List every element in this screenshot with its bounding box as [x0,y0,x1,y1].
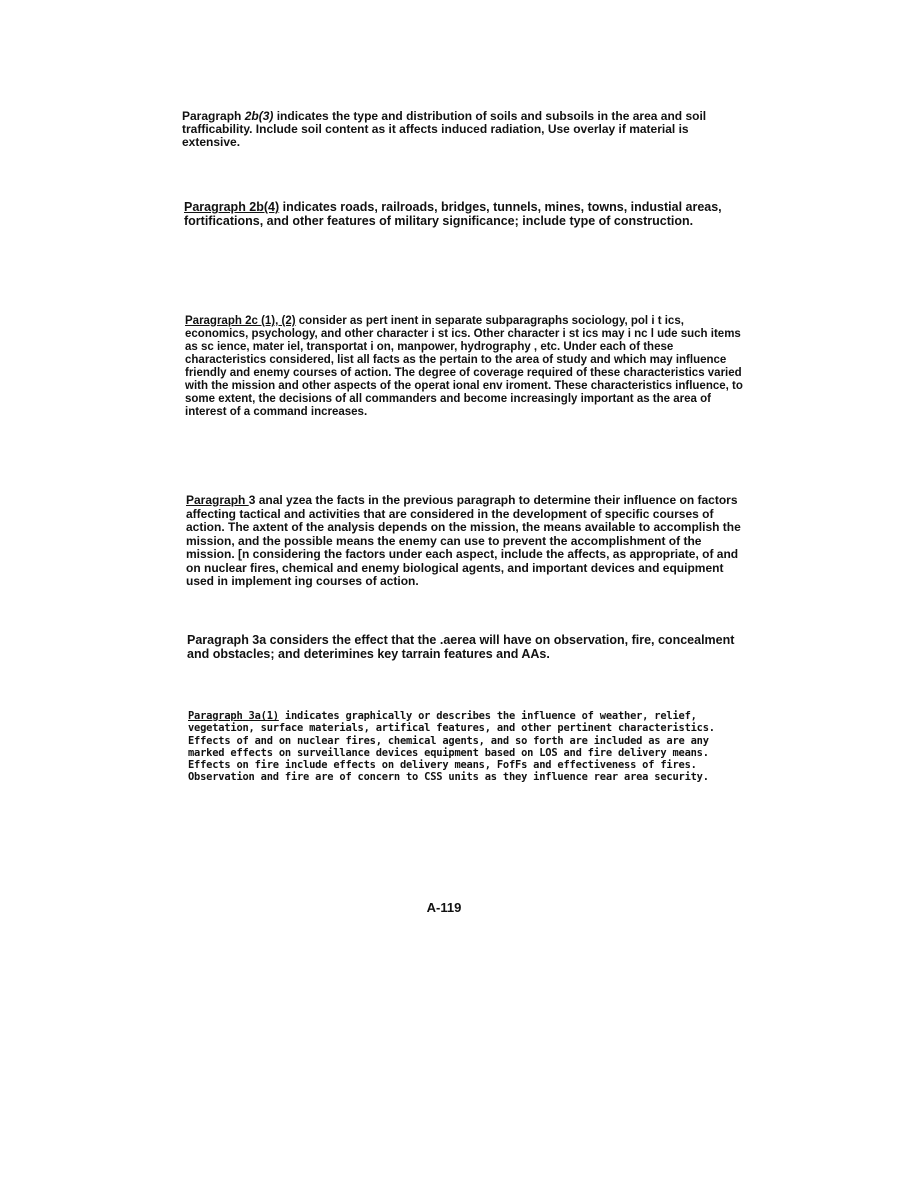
paragraph-text: consider as pert inent in separate subparagraphs sociology, pol i t ics, economics, psychology, and other character i st ics. Other character i st ics may i nc l ude such items as sc ience, mater iel, transportat i on, manpower, hydrography , etc. Under each of these characteristics considered, list all facts as the pertain to the area of study and which may influence friendly and enemy courses of action. The degree of coverage required of these characteristics varied with the mission and other aspects of the operat ional env iroment. These characteristics influence, to some extent, the decisions of all commanders and become increasingly important as the area of interest of a command increases. [185,315,743,418]
paragraph-ref: Paragraph 3a(1) [188,710,279,722]
paragraph-text: Paragraph 3a considers the effect that the .aerea will have on observation, fire, concealment and obstacles; and deterimines key tarrain features and AAs. [187,633,735,661]
paragraph-ref: Paragraph 2c (1), (2) [185,315,296,327]
paragraph-ref: Paragraph [186,493,249,507]
paragraph-2c [185,315,745,419]
paragraph-3 [186,494,746,589]
paragraph-text: indicates roads, railroads, bridges, tunnels, mines, towns, industial areas, fortifications, and other features of military significance; include type of construction. [184,200,722,228]
paragraph-text: 3 anal yzea the facts in the previous paragraph to determine their influence on factors affecting tactical and activities that are considered in the development of specific courses of action. The axtent of the analysis depends on the mission, the means available to accomplish the mission, and the possible means the enemy can use to prevent the accomplishment of the mission. [n considering the factors under each aspect, include the affects, as appropriate, of and on nuclear fires, chemical and enemy biological agents, and important devices and equipment used in implement ing courses of action. [186,493,741,588]
paragraph-text: indicates the type and distribution of soils and subsoils in the area and soil trafficability. Include soil content as it affects induced radiation, Use overlay if material is extensive. [182,109,707,149]
paragraph-ref: 2b(3) [244,109,274,123]
paragraph-ref: Paragraph 2b(4) [184,200,280,214]
paragraph-text: indicates graphically or describes the influence of weather, relief, vegetation, surface materials, artifical features, and other pertinent characteristics. Effects of and on nuclear fires, chemical agents, and so forth are included as are any marked effects on surveillance devices equipment based on LOS and fire delivery means. Effects on fire include effects on delivery means, FofFs and effectiveness of fires. Observation and fire are of concern to CSS units as they influence rear area security. [188,710,715,784]
paragraph-3a1 [188,710,748,784]
paragraph-2b4 [184,200,744,228]
page-number: A-119 [426,900,462,915]
paragraph-3a [187,633,747,661]
paragraph-2b3 [182,110,742,149]
paragraph-lead: Paragraph [182,109,245,123]
